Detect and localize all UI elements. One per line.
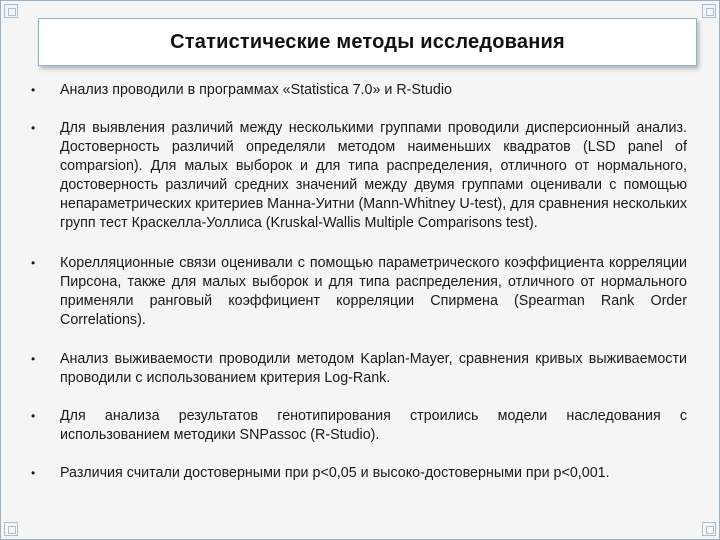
bullet-icon: • [31, 121, 36, 135]
bullet-list [31, 81, 687, 483]
bullet-text: Анализ проводили в программах «Statistica 7.0» и R-Studio [60, 82, 452, 98]
bullet-item [31, 350, 687, 388]
bullet-icon: • [31, 409, 36, 423]
bullet-icon: • [31, 83, 36, 97]
corner-ornament [4, 4, 18, 18]
slide-title: Статистические методы исследования [170, 30, 565, 53]
bullet-item [31, 81, 687, 100]
bullet-icon: • [31, 352, 36, 366]
corner-ornament [702, 522, 716, 536]
corner-ornament [702, 4, 716, 18]
bullet-item [31, 464, 687, 483]
bullet-text: Анализ выживаемости проводили методом Kaplan-Mayer, сравнения кривых выживаемости проводили с использованием критерия Log-Rank. [60, 351, 687, 386]
bullet-text: Для выявления различий между несколькими группами проводили дисперсионный анализ. Достоверность различий определяли методом наименьших квадратов (LSD panel of comparsion). Для малых выборок и для типа распределения, отличного от нормального, достоверность различий средних значений между двумя группами оценивали с помощью непараметрических критериев Манна-Уитни (Mann-Whitney U-test), для сравнения нескольких групп тест Краскелла-Уоллиса (Kruskal-Wallis Multiple Comparisons test). [60, 120, 687, 231]
title-box [38, 18, 697, 66]
bullet-text: Корелляционные связи оценивали с помощью параметрического коэффициента корреляции Пирсона, также для малых выборок и для типа распределения, отличного от нормального применяли ранговый коэффициент корреляции Спирмена (Spearman Rank Order Correlations). [60, 255, 687, 328]
bullet-text: Для анализа результатов генотипирования строились модели наследования с использованием методики SNPassoc (R-Studio). [60, 408, 687, 443]
bullet-item [31, 254, 687, 330]
bullet-item [31, 119, 687, 233]
bullet-item [31, 407, 687, 445]
bullet-icon: • [31, 256, 36, 270]
corner-ornament [4, 522, 18, 536]
bullet-icon: • [31, 466, 36, 480]
bullet-text: Различия считали достоверными при p<0,05 и высоко-достоверными при p<0,001. [60, 465, 610, 481]
